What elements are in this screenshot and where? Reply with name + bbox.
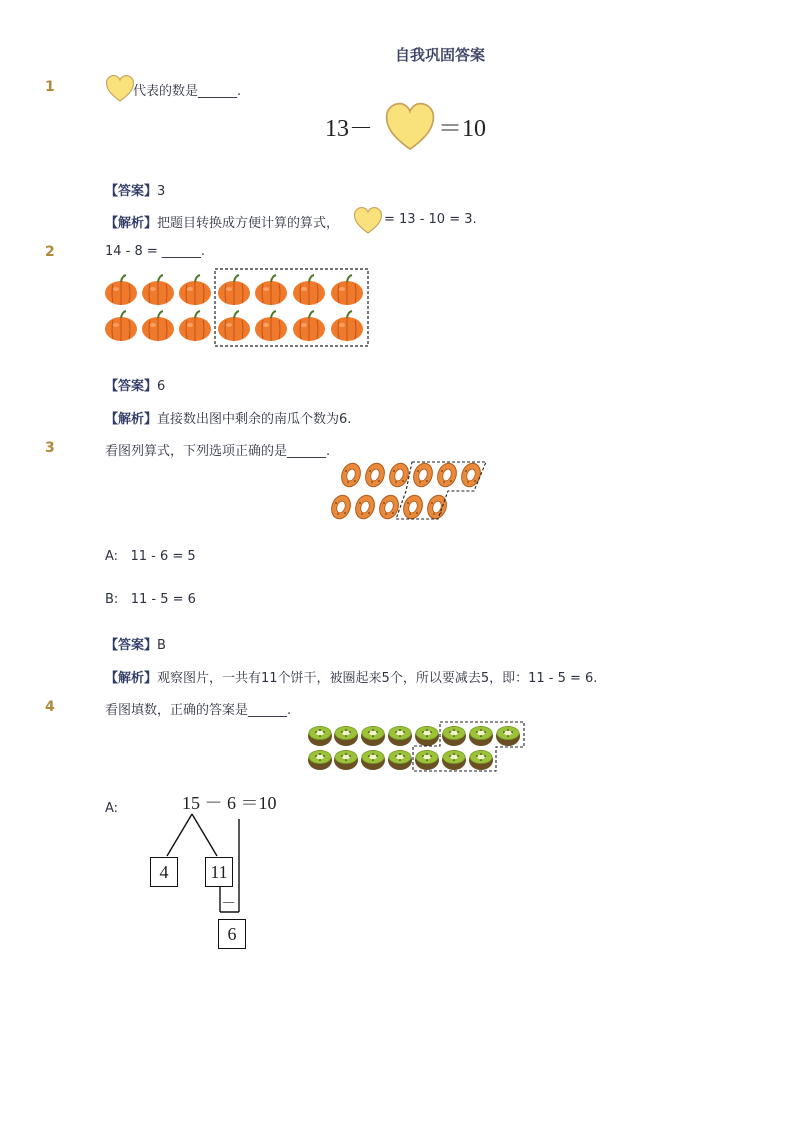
analysis-label: 【解析】 — [105, 216, 158, 231]
question-number-2: 2 — [45, 244, 55, 260]
box-bottom: 6 — [218, 919, 246, 949]
pumpkin-figure — [104, 268, 374, 350]
equation-left: 13－ — [325, 116, 373, 142]
option-b-text: 11 - 5 = 6 — [130, 592, 196, 607]
option-b[interactable] — [105, 592, 196, 607]
page-title: 自我巩固答案 — [394, 46, 485, 64]
answer-value: B — [157, 638, 166, 653]
analysis-text: 把题目转换成方便计算的算式， — [157, 216, 340, 231]
question-2-stem: 14 - 8 = ______. — [105, 244, 206, 259]
option-b-letter: B: — [105, 592, 119, 607]
answer-value: 3 — [157, 184, 166, 199]
heart-icon — [105, 74, 135, 104]
option-a-letter: A: — [105, 549, 119, 564]
option-a-label[interactable]: A: — [105, 801, 119, 816]
answer-row-2 — [105, 375, 165, 394]
pumpkin-row-1 — [105, 275, 363, 305]
analysis-row-2 — [105, 408, 351, 427]
pumpkin-row-2 — [105, 311, 363, 341]
question-number-3: 3 — [45, 440, 55, 456]
analysis-label: 【解析】 — [105, 671, 158, 686]
kiwi-row-2 — [308, 750, 493, 770]
question-number-1: 1 — [45, 79, 55, 95]
answer-row-3 — [105, 634, 166, 653]
kiwi-row-1 — [308, 726, 520, 746]
heart-icon — [383, 101, 437, 153]
box-mid: 11 — [205, 857, 233, 887]
answer-value: 6 — [157, 379, 166, 394]
answer-label: 【答案】 — [105, 638, 158, 653]
option-a[interactable] — [105, 549, 196, 564]
heart-icon — [352, 206, 384, 236]
option-a-text: 11 - 6 = 5 — [130, 549, 196, 564]
question-number-4: 4 — [45, 699, 55, 715]
question-4-stem: 看图填数，正确的答案是______. — [105, 703, 292, 718]
analysis-text: 直接数出图中剩余的南瓜个数为6. — [157, 412, 352, 427]
answer-label: 【答案】 — [105, 184, 158, 199]
answer-label: 【答案】 — [105, 379, 158, 394]
cookie-row-2 — [328, 493, 449, 522]
box-left: 4 — [150, 857, 178, 887]
analysis-label: 【解析】 — [105, 412, 158, 427]
cookie-row-1 — [338, 461, 483, 489]
cookie-figure — [328, 461, 493, 523]
equation-right: ＝10 — [438, 116, 486, 142]
analysis-text: 观察图片，一共有11个饼干，被圈起来5个，所以要减去5，即：11 - 5 = 6. — [157, 671, 598, 686]
kiwi-figure — [306, 721, 528, 773]
minus-sign: － — [221, 896, 237, 912]
analysis-row-1 — [105, 212, 339, 231]
analysis-text-tail: = 13 - 10 = 3. — [384, 212, 477, 227]
question-1-stem: 代表的数是______. — [133, 84, 242, 99]
analysis-row-3 — [105, 667, 597, 686]
question-3-stem: 看图列算式，下列选项正确的是______. — [105, 444, 331, 459]
answer-row-1 — [105, 180, 165, 199]
split-equation: 15 － 6 ＝10 — [182, 793, 277, 813]
